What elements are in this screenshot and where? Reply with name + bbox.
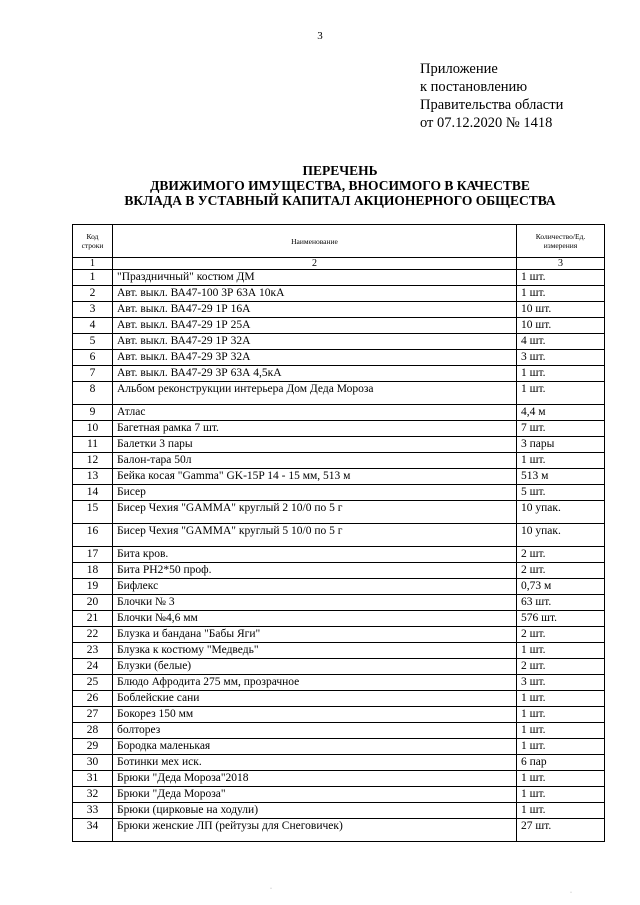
column-index: 1 [73,258,113,270]
row-code: 12 [73,453,113,469]
row-name: Авт. выкл. ВА47-29 1Р 16А [113,302,517,318]
row-qty: 1 шт. [517,382,605,405]
row-name: Альбом реконструкции интерьера Дом Деда Мороза [113,382,517,405]
row-qty: 576 шт. [517,611,605,627]
row-qty: 1 шт. [517,286,605,302]
row-qty: 1 шт. [517,270,605,286]
row-qty: 10 упак. [517,501,605,524]
appendix-block [420,60,563,132]
table-row [73,366,605,382]
row-qty: 513 м [517,469,605,485]
row-qty: 27 шт. [517,819,605,842]
table-row [73,755,605,771]
table-row [73,437,605,453]
row-code: 10 [73,421,113,437]
table-row [73,286,605,302]
appendix-line: от 07.12.2020 № 1418 [420,115,553,131]
row-code: 20 [73,595,113,611]
row-name: Блузка к костюму "Медведь" [113,643,517,659]
row-name: Ботинки мех иск. [113,755,517,771]
table-row [73,595,605,611]
row-qty: 1 шт. [517,723,605,739]
row-name: Атлас [113,405,517,421]
table-row [73,334,605,350]
row-name: Бейка косая "Gamma" GK-15P 14 - 15 мм, 513 м [113,469,517,485]
row-code: 34 [73,819,113,842]
table-row [73,453,605,469]
table-row [73,270,605,286]
row-qty: 0,73 м [517,579,605,595]
row-code: 13 [73,469,113,485]
row-qty: 5 шт. [517,485,605,501]
row-name: Блюдо Афродита 275 мм, прозрачное [113,675,517,691]
row-name: Блузки (белые) [113,659,517,675]
row-qty: 6 пар [517,755,605,771]
table-row [73,707,605,723]
table-row [73,643,605,659]
row-code: 4 [73,318,113,334]
table-row [73,579,605,595]
row-name: Бородка маленькая [113,739,517,755]
row-qty: 10 шт. [517,302,605,318]
row-name: Брюки "Деда Мороза" [113,787,517,803]
row-code: 25 [73,675,113,691]
row-qty: 1 шт. [517,366,605,382]
row-name: болторез [113,723,517,739]
row-qty: 4,4 м [517,405,605,421]
row-name: Балетки 3 пары [113,437,517,453]
row-qty: 3 шт. [517,350,605,366]
row-qty: 1 шт. [517,691,605,707]
row-code: 28 [73,723,113,739]
table-row [73,524,605,547]
table-row [73,627,605,643]
row-name: "Праздничный" костюм ДМ [113,270,517,286]
row-code: 2 [73,286,113,302]
row-name: Бита PH2*50 проф. [113,563,517,579]
row-qty: 2 шт. [517,547,605,563]
row-name: Бифлекс [113,579,517,595]
title-line: ПЕРЕЧЕНЬ [302,163,378,178]
row-code: 24 [73,659,113,675]
row-code: 23 [73,643,113,659]
row-name: Бисер Чехия "GAMMA" круглый 5 10/0 по 5 г [113,524,517,547]
row-qty: 2 шт. [517,563,605,579]
row-code: 9 [73,405,113,421]
column-index-row [73,258,605,270]
table-header-row [73,225,605,258]
row-code: 31 [73,771,113,787]
scan-mark: · [270,886,272,892]
row-qty: 2 шт. [517,659,605,675]
row-qty: 1 шт. [517,453,605,469]
row-qty: 3 пары [517,437,605,453]
row-name: Авт. выкл. ВА47-100 3Р 63А 10кА [113,286,517,302]
appendix-line: к постановлению [420,79,528,95]
row-code: 8 [73,382,113,405]
title-line: ВКЛАДА В УСТАВНЫЙ КАПИТАЛ АКЦИОНЕРНОГО ОБЩЕСТВА [124,193,556,208]
row-code: 33 [73,803,113,819]
row-code: 30 [73,755,113,771]
row-code: 14 [73,485,113,501]
row-name: Авт. выкл. ВА47-29 3Р 63А 4,5кА [113,366,517,382]
row-qty: 1 шт. [517,739,605,755]
table-row [73,691,605,707]
appendix-line: Приложение [420,61,498,77]
row-qty: 10 шт. [517,318,605,334]
table-row [73,485,605,501]
row-name: Бокорез 150 мм [113,707,517,723]
row-qty: 10 упак. [517,524,605,547]
table-row [73,787,605,803]
table-row [73,501,605,524]
column-index: 2 [113,258,517,270]
row-name: Брюки женские ЛП (рейтузы для Снеговичек) [113,819,517,842]
row-qty: 3 шт. [517,675,605,691]
row-name: Блузка и бандана "Бабы Яги" [113,627,517,643]
row-code: 7 [73,366,113,382]
row-name: Авт. выкл. ВА47-29 1Р 32А [113,334,517,350]
table-row [73,318,605,334]
row-name: Блочки №4,6 мм [113,611,517,627]
table-row [73,739,605,755]
row-code: 22 [73,627,113,643]
table-row [73,611,605,627]
table-row [73,771,605,787]
row-qty: 2 шт. [517,627,605,643]
row-name: Блочки № 3 [113,595,517,611]
row-code: 26 [73,691,113,707]
row-name: Брюки (цирковые на ходули) [113,803,517,819]
row-code: 19 [73,579,113,595]
row-code: 32 [73,787,113,803]
row-code: 17 [73,547,113,563]
row-code: 5 [73,334,113,350]
table-row [73,421,605,437]
table-row [73,469,605,485]
scan-mark: · [570,890,572,896]
header-name: Наименование [113,225,517,258]
table-row [73,547,605,563]
row-qty: 1 шт. [517,803,605,819]
row-qty: 7 шт. [517,421,605,437]
row-qty: 1 шт. [517,787,605,803]
table-row [73,563,605,579]
row-qty: 1 шт. [517,643,605,659]
row-name: Брюки "Деда Мороза"2018 [113,771,517,787]
document-title [0,163,640,208]
header-code: Код строки [73,225,113,258]
row-qty: 1 шт. [517,771,605,787]
table-row [73,723,605,739]
table-row [73,659,605,675]
row-name: Бисер [113,485,517,501]
table-row [73,302,605,318]
header-qty: Количество/Ед. измерения [517,225,605,258]
row-code: 3 [73,302,113,318]
row-code: 16 [73,524,113,547]
title-line: ДВИЖИМОГО ИМУЩЕСТВА, ВНОСИМОГО В КАЧЕСТВЕ [150,178,530,193]
page-number: 3 [317,30,323,42]
table-row [73,819,605,842]
table-row [73,405,605,421]
row-name: Багетная рамка 7 шт. [113,421,517,437]
row-name: Балон-тара 50л [113,453,517,469]
appendix-line: Правительства области [420,97,564,113]
row-code: 6 [73,350,113,366]
row-code: 29 [73,739,113,755]
table-row [73,675,605,691]
row-qty: 1 шт. [517,707,605,723]
row-name: Авт. выкл. ВА47-29 3Р 32А [113,350,517,366]
row-code: 21 [73,611,113,627]
column-index: 3 [517,258,605,270]
table-row [73,803,605,819]
table-row [73,382,605,405]
row-code: 27 [73,707,113,723]
row-code: 11 [73,437,113,453]
row-code: 1 [73,270,113,286]
row-qty: 4 шт. [517,334,605,350]
row-qty: 63 шт. [517,595,605,611]
row-name: Боблейские сани [113,691,517,707]
row-name: Бисер Чехия "GAMMA" круглый 2 10/0 по 5 г [113,501,517,524]
table-row [73,350,605,366]
row-name: Авт. выкл. ВА47-29 1Р 25А [113,318,517,334]
row-code: 18 [73,563,113,579]
row-name: Бита кров. [113,547,517,563]
property-table [72,224,605,842]
row-code: 15 [73,501,113,524]
